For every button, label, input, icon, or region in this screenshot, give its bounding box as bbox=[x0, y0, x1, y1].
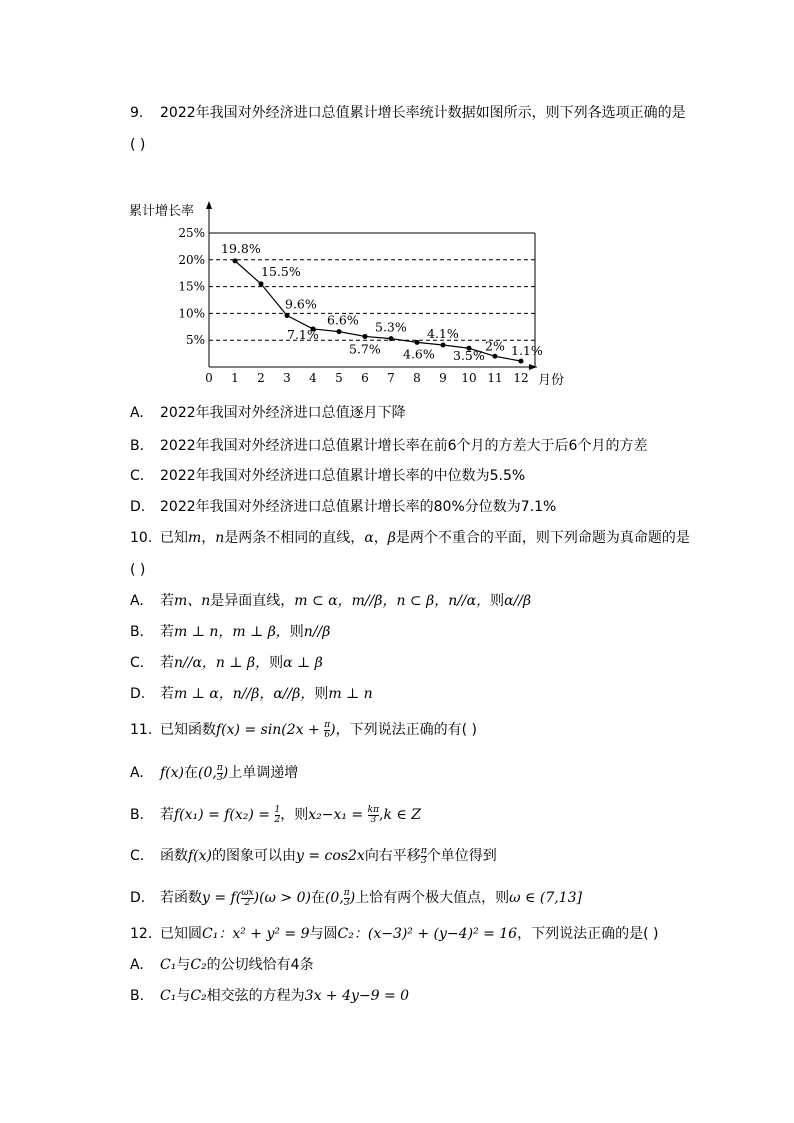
q12-option-a: A. C₁与C₂的公切线恰有4条 bbox=[130, 957, 314, 973]
y-tick-label: 5% bbox=[185, 333, 205, 348]
q10-option-b: B. 若m ⊥ n，m ⊥ β，则n//β bbox=[130, 624, 331, 640]
data-label: 15.5% bbox=[261, 263, 301, 279]
y-axis-label: 累计增长率 bbox=[129, 204, 195, 219]
y-tick-label: 10% bbox=[178, 306, 205, 321]
data-point bbox=[285, 313, 290, 318]
q9-stem: 9. 2022年我国对外经济进口总值累计增长率统计数据如图所示，则下列各选项正确的是 bbox=[130, 105, 686, 121]
x-tick-label: 12 bbox=[513, 371, 529, 385]
q11-stem: 11. 已知函数f(x) = sin(2x + $\frac{\pi}{6}$ )，下列说法正确的有( ) bbox=[130, 719, 477, 740]
data-point bbox=[363, 334, 368, 339]
data-label: 7.1% bbox=[287, 326, 319, 342]
q10-option-a: A. 若m、n是异面直线，m ⊂ α，m//β，n ⊂ β，n//α，则α//β bbox=[130, 593, 532, 609]
q10-stem: 10. 已知m，n是两条不相同的直线，α，β是两个不重合的平面，则下列命题为真命题的是 bbox=[130, 530, 690, 546]
data-label: 5.7% bbox=[349, 341, 381, 357]
x-tick-label: 4 bbox=[309, 371, 317, 385]
data-point bbox=[337, 329, 342, 334]
x-tick-label: 8 bbox=[413, 371, 421, 385]
x-tick-label: 1 bbox=[231, 371, 239, 385]
x-tick-label: 9 bbox=[439, 371, 447, 385]
x-tick-label: 11 bbox=[487, 371, 503, 385]
data-label: 9.6% bbox=[285, 296, 317, 312]
data-label: 5.3% bbox=[375, 319, 407, 335]
data-point bbox=[493, 354, 498, 359]
y-tick-label: 20% bbox=[178, 252, 205, 267]
data-point bbox=[519, 359, 524, 364]
q11-option-b: B. 若f(x₁) = f(x₂) = $\frac{1}{2}$ ，则x₂−x₁ = $\frac{k\pi}{3}$ ,k ∈ Z bbox=[130, 804, 421, 825]
q10-paren: ( ) bbox=[130, 562, 146, 578]
data-label: 3.5% bbox=[453, 348, 485, 364]
q11-option-c: C. 函数f(x)的图象可以由y = cos2x向右平移 $\frac{\pi}{3}$ 个单位得到 bbox=[130, 845, 497, 866]
y-axis-arrow bbox=[206, 201, 212, 209]
data-label: 6.6% bbox=[327, 312, 359, 328]
q9-option-d: D. 2022年我国对外经济进口总值累计增长率的80%分位数为7.1% bbox=[130, 499, 557, 515]
q11-option-a: A. f(x)在(0, $\frac{\pi}{3}$ )上单调递增 bbox=[130, 762, 299, 783]
q10-option-c: C. 若n//α，n ⊥ β，则α ⊥ β bbox=[130, 655, 323, 671]
data-point bbox=[259, 281, 264, 286]
q9-option-c: C. 2022年我国对外经济进口总值累计增长率的中位数为5.5% bbox=[130, 468, 526, 484]
q9-option-a: A. 2022年我国对外经济进口总值逐月下降 bbox=[130, 405, 406, 421]
question-number: 9. bbox=[130, 105, 144, 121]
data-labels bbox=[221, 241, 543, 363]
q9-option-b: B. 2022年我国对外经济进口总值累计增长率在前6个月的方差大于后6个月的方差 bbox=[130, 438, 648, 454]
y-tick-label: 15% bbox=[178, 279, 205, 294]
data-point bbox=[233, 258, 238, 263]
x-axis-arrow bbox=[529, 364, 537, 370]
q12-option-b: B. C₁与C₂相交弦的方程为3x + 4y−9 = 0 bbox=[130, 988, 410, 1004]
growth-rate-chart bbox=[125, 195, 585, 395]
x-tick-label: 3 bbox=[283, 371, 291, 385]
data-label: 4.1% bbox=[427, 326, 459, 342]
y-tick-label: 25% bbox=[178, 226, 205, 240]
x-tick-label: 5 bbox=[335, 371, 343, 385]
q9-paren: ( ) bbox=[130, 137, 146, 153]
x-tick-label: 7 bbox=[387, 371, 395, 385]
q11-option-d: D. 若函数y = f( $\frac{\omega x}{2}$ )(ω > 0)在(0, $\frac{\pi}{3}$ )上恰有两个极大值点，则ω ∈ (7,13] bbox=[130, 887, 582, 908]
data-point bbox=[389, 336, 394, 341]
data-label: 19.8% bbox=[221, 240, 261, 256]
x-tick-label: 0 bbox=[205, 371, 213, 385]
data-point bbox=[415, 340, 420, 345]
x-axis-label: 月份 bbox=[538, 373, 565, 388]
data-label: 2% bbox=[485, 338, 505, 354]
x-tick-label: 10 bbox=[461, 371, 477, 385]
q12-stem: 12. 已知圆C₁：x² + y² = 9与圆C₂：(x−3)² + (y−4)² = 16，下列说法正确的是( ) bbox=[130, 926, 659, 942]
data-label: 1.1% bbox=[511, 343, 543, 359]
q10-option-d: D. 若m ⊥ α，n//β，α//β，则m ⊥ n bbox=[130, 686, 373, 702]
data-label: 4.6% bbox=[403, 346, 435, 362]
gridlines bbox=[209, 260, 535, 340]
x-tick-label: 2 bbox=[257, 371, 265, 385]
x-tick-label: 6 bbox=[361, 371, 369, 385]
data-point bbox=[441, 343, 446, 348]
